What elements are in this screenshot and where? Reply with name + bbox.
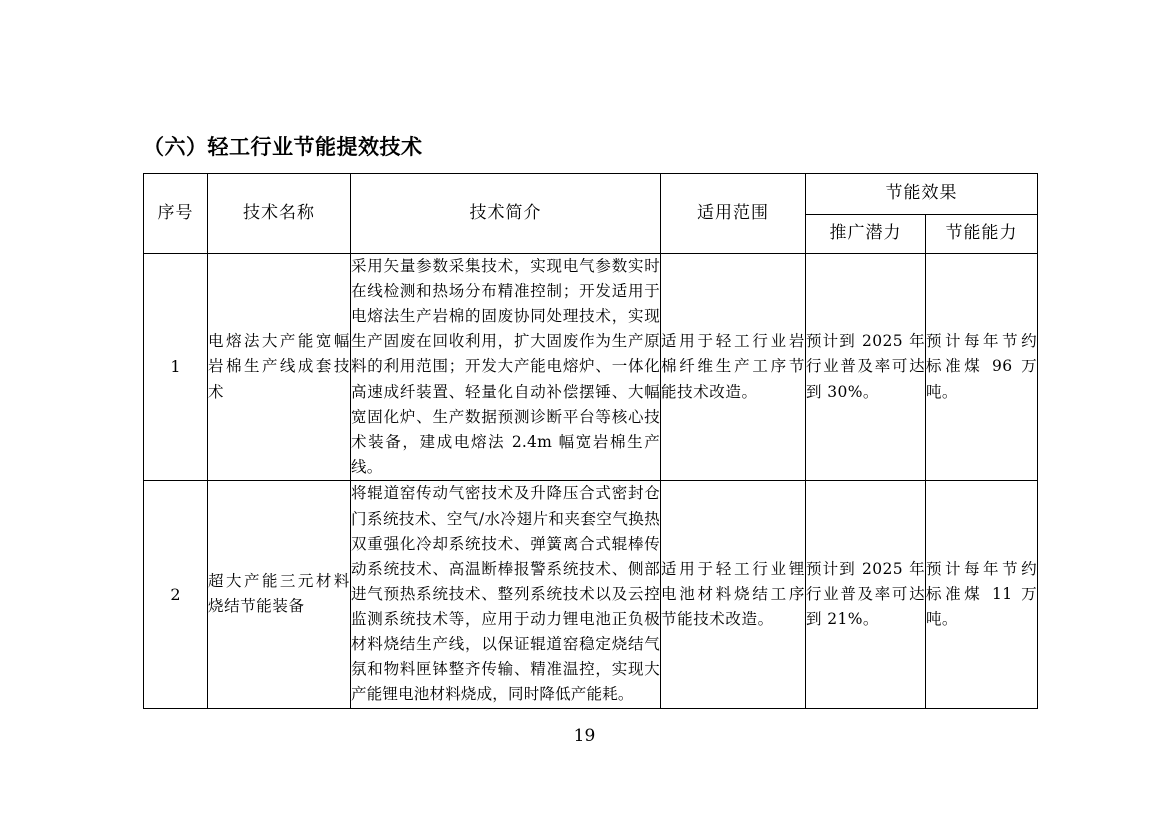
cell-promotion-potential: 预计到 2025 年行业普及率可达到 21%。 bbox=[806, 480, 926, 708]
cell-tech-intro: 将辊道窑传动气密技术及升降压合式密封仓门系统技术、空气/水冷翅片和夹套空气换热双重强化冷却系统技术、弹簧离合式辊棒传动系统技术、高温断棒报警系统技术、侧部进气预热系统技术、整列系统技术以及云控监测系统技术等，应用于动力锂电池正负极材料烧结生产线，以保证辊道窑稳定烧结气氛和物料匣钵整齐传输、精准温控，实现大产能锂电池材料烧成，同时降低产能耗。 bbox=[351, 480, 661, 708]
column-header-tech-name: 技术名称 bbox=[208, 174, 351, 254]
table-header-row-primary bbox=[144, 174, 1038, 215]
table-row bbox=[144, 480, 1038, 708]
column-header-no: 序号 bbox=[144, 174, 208, 254]
cell-no: 2 bbox=[144, 480, 208, 708]
cell-saving-capacity: 预计每年节约标准煤 96 万吨。 bbox=[926, 254, 1038, 481]
cell-scope: 适用于轻工行业岩棉纤维生产工序节能技术改造。 bbox=[661, 254, 806, 481]
column-header-scope: 适用范围 bbox=[661, 174, 806, 254]
column-header-saving-capacity: 节能能力 bbox=[926, 215, 1038, 254]
section-heading: （六）轻工行业节能提效技术 bbox=[143, 135, 423, 159]
table-row bbox=[144, 254, 1038, 481]
cell-tech-name: 电熔法大产能宽幅岩棉生产线成套技术 bbox=[208, 254, 351, 481]
cell-tech-name: 超大产能三元材料烧结节能装备 bbox=[208, 480, 351, 708]
table-body bbox=[144, 254, 1038, 709]
column-header-effect-group: 节能效果 bbox=[806, 174, 1038, 215]
page-number: 19 bbox=[573, 726, 596, 746]
cell-promotion-potential: 预计到 2025 年行业普及率可达到 30%。 bbox=[806, 254, 926, 481]
cell-tech-intro: 采用矢量参数采集技术，实现电气参数实时在线检测和热场分布精准控制；开发适用于电熔法生产岩棉的固废协同处理技术，实现生产固废在回收利用，扩大固废作为生产原料的利用范围；开发大产能电熔炉、一体化高速成纤装置、轻量化自动补偿摆锤、大幅宽固化炉、生产数据预测诊断平台等核心技术装备，建成电熔法 2.4m 幅宽岩棉生产线。 bbox=[351, 254, 661, 481]
cell-scope: 适用于轻工行业锂电池材料烧结工序节能技术改造。 bbox=[661, 480, 806, 708]
cell-no: 1 bbox=[144, 254, 208, 481]
column-header-tech-intro: 技术简介 bbox=[351, 174, 661, 254]
cell-saving-capacity: 预计每年节约标准煤 11 万吨。 bbox=[926, 480, 1038, 708]
table-header bbox=[144, 174, 1038, 254]
energy-saving-technology-table bbox=[143, 173, 1038, 709]
column-header-promotion-potential: 推广潜力 bbox=[806, 215, 926, 254]
